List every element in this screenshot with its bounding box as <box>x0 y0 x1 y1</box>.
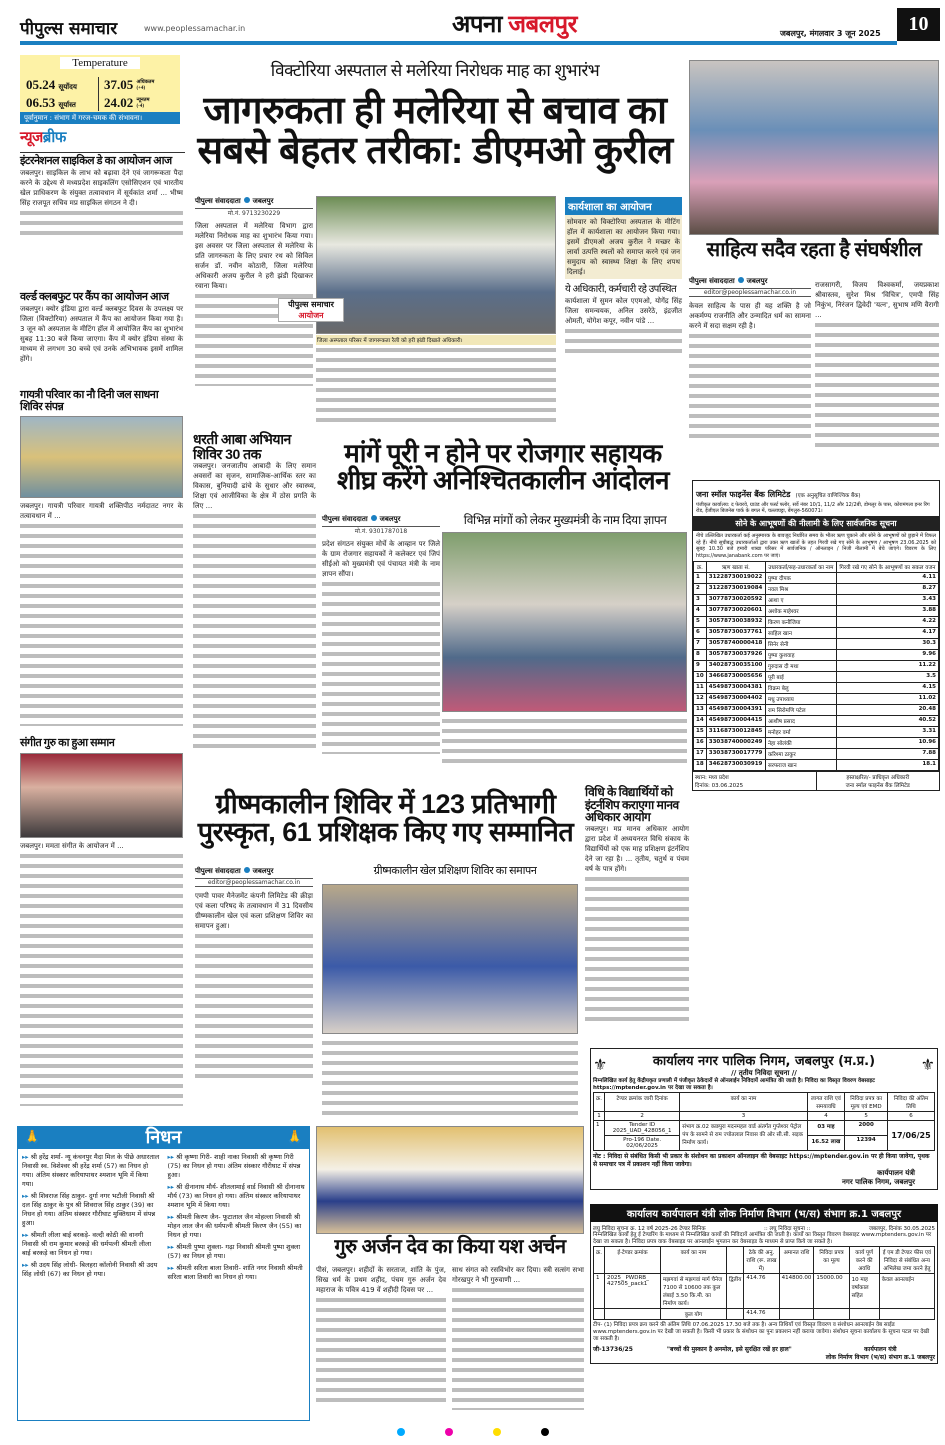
table-row: 3 30778730020592 आशा ए 3.43 <box>694 595 939 606</box>
emblem-icon: ⚜ <box>593 1055 608 1074</box>
max-temp: 37.05 अधिकतम (+4) <box>104 77 155 92</box>
table-row: 9 34028730035100 गुरुदास दी मथा 11.22 <box>694 661 939 672</box>
bullet-icon: ▸▸ <box>22 1231 31 1239</box>
water-sadhna-photo <box>20 416 183 498</box>
shivir-subhead: ग्रीष्मकालीन खेल प्रशिक्षण शिविर का समापन <box>373 865 537 877</box>
issue-date: जबलपुर, मंगलवार 3 जून 2025 <box>780 29 881 38</box>
news-brief-title: न्यूजब्रीफ <box>20 129 66 146</box>
table-row: 16 33038740000249 नेहा सोलंकी 10.96 <box>694 738 939 749</box>
table-row: 15 31168730012845 मनोहर वर्मा 3.31 <box>694 727 939 738</box>
kavya-goshthi-photo <box>689 60 939 235</box>
table-row: 11 45498730004381 विक्रम बेलु 4.15 <box>694 683 939 694</box>
obituary-item: ▸▸ श्री शिवराज सिंह ठाकुर- दुर्गा नगर भटौली निवासी श्री दल सिंह ठाकुर के पुत्र श्री शिवराज सिंह ठाकुर (39) का निधन हो गया। अंतिम संस्कार गौरीघाट मुक्तिधाम में संपन्न हुआ। <box>22 1192 156 1227</box>
site-url[interactable]: www.peoplessamachar.in <box>144 24 246 33</box>
summer-camp-photo <box>322 884 578 1034</box>
lead-byline: पीपुल्स संवाददाता जबलपुर मो.नं. 9713230229 जिला अस्पताल में मलेरिया विभाग द्वारा मलेरिया निरोधक माह का शुभारंभ किया गया। इस अवसर पर जिला अस्पताल से मलेरिया के प्रति जागरुकता के लिए प्रचार रथ को सिविल सर्जन डॉ. नवीन कोठारी, जिला मलेरिया अधिकारी अजय कुरील ने हरी झंडी दिखाकर रवाना किया। <box>195 197 313 386</box>
obituary-box: 🙏 निधन 🙏 ▸▸ श्री हरेंद्र शर्मा- न्यू कंचनपुर मैदा मिल के पीछे अधारताल निवासी स्व. विशेश्वर श्री हरेंद्र शर्मा (57) का निधन हो गया। अंतिम संस्कार करियापाथर श्मशान भूमि में किया गया। ▸▸ श्री शिवराज सिंह ठाकुर- दुर्गा नगर भटौली निवासी श्री दल सिंह ठाकुर के पुत्र श्री शिवराज सिंह ठाकुर (39) का निधन हो गया। अंतिम संस्कार गौरीघाट मुक्तिधाम में संपन्न हुआ। ▸▸ श्रीमती लीला बाई बरकड़े- वल्दी कोठी की वानगी निवासी श्री राम कुमार बरकड़े की धर्मपत्नी श्रीमती लीला बाई बरकड़े का निधन हो गया। ▸▸ श्री उदय सिंह लोधी- बिलहरा कॉलोनी निवासी श्री उदय सिंह लोधी (67) का निधन हो गया। ▸▸ श्री कृष्णा गिरी- शाही नाका निवासी श्री कृष्णा गिरी (75) का निधन हो गया। अंतिम संस्कार गौरीघाट में संपन्न हुआ। ▸▸ श्री दीनानाथ मौर्य- शीतलामाई वार्ड निवासी श्री दीनानाथ मौर्य (73) का निधन हो गया। अंतिम संस्कार करियापाथर श्मशान भूमि में किया गया। ▸▸ श्रीमती किरण जैन- फूटाताल जैन मोहल्ला निवासी श्री मोहन लाल जैन की धर्मपत्नी श्रीमती किरण जैन (55) का निधन हो गया। ▸▸ श्रीमती पुष्पा शुक्ला- गढ़ा निवासी श्रीमती पुष्पा शुक्ला (57) का निधन हो गया। ▸▸ श्रीमती सरिता बाला तिवारी- शांति नगर निवासी श्रीमती सरिता बाला तिवारी का निधन हो गया। <box>17 1126 310 1421</box>
page-number: 10 <box>897 8 940 41</box>
bank-auction-notice: जना स्मॉल फाइनेंस बैंक लिमिटेड (एक अनुसूचित वाणिज्यिक बैंक) पंजीकृत कार्यालय: द फेयरवे, ग्राउंड और फर्स्ट फ्लोर, सर्वे नंबर 10/1, 11/2 और 12/2बी, डोमलूर के पास, कोरामंगला इनर रिंग रोड, ईजीएल बिजनेस पार्क के बगल में, चल्लाघट्टा, बेंगलुरु-560071। सोने के आभूषणों की नीलामी के लिए सार्वजनिक सूचना नीचे उल्लिखित उधारकर्ता कई अनुस्मारक के बावजूद निर्धारित समय के भीतर ऋण चुकाने और सोने के आभूषणों को छुड़ाने में विफल रहे हैं। नीचे सूचीबद्ध उधारकर्ताओं द्वारा उक्त ऋण खातों के तहत गिरवी रखे गए सोने के आभूषण / आभूषण 23.06.2025 को सुबह 10.30 बजे हमारी शाखा परिसर में सार्वजनिक / ऑनलाइन / निजी नीलामी में बेचे जाएंगे। विवरण के लिए https://www.janabank.com पर जाएं। क्र. ऋण खाता सं. उधारकर्ता/सह-उधारकर्ता का नाम गिरवी रखे गए सोने के आभूषणों का सकल वजन 1 31228730019022 पुष्पा दीपक 4.11 2 31228730019084 नवल मिश्र 8.27 3 30778730020592 आशा ए 3.43 4 30778730020601 अशोक माहेश्वर 3.88 5 30578730038932 किरण कनौजिया 4.22 6 30578730037761 साहिल खान 4.17 7 30578740000418 सिनेर सेनी 30.3 8 30578730037926 पुष्पा कुशवाह 9.96 9 34028730035100 गुरुदास दी मथा 11.22 10 34668730005656 पूरी बाई 3.5 11 45498730004381 विक्रम बेलु 4.15 12 45498730004402 मधु उपाध्याय 11.02 13 45498730004391 राम सिरोमणि पटेल 20.48 14 45498730004415 आशीष प्रसाद 40.52 15 31168730012845 मनोहर वर्मा 3.31 16 33038740000249 नेहा सोलंकी 10.96 17 33038730017779 करिश्मा ठाकुर 7.88 18 34628730030919 सरफराज खान 18.1 स्थान: मध्य प्रदेश दिनांक: 03.06.2025 हस्ताक्षरित/- प्राधिकृत अधिकारी जना स्मॉल फाइनेंस बैंक लिमिटेड <box>692 480 940 791</box>
header-rule <box>20 41 897 45</box>
bullet-icon: ▸▸ <box>167 1183 177 1191</box>
table-row: 1 31228730019022 पुष्पा दीपक 4.11 <box>694 573 939 584</box>
lead-kicker: विक्टोरिया अस्पताल से मलेरिया निरोधक माह का शुभारंभ <box>270 61 600 80</box>
nagar-nigam-tender: ⚜ कार्यालय नगर पालिक निगम, जबलपुर (म.प्र.) // तृतीय निविदा सूचना // ⚜ निम्नलिखित कार्य हेतु केंद्रीयकृत प्रणाली में पंजीकृत ठेकेदारों से ऑनलाईन निविदायें आमंत्रित की जाती है। निविदा का विस्तृत विवरण वेबसाइट https://mptender.gov.in पर देखा जा सकता है। क्र. टेण्डर क्रमांक जारी दिनांक कार्य का नाम लागत राशि एवं समयावधि निविदा प्रपत्र का मूल्य एवं EMD निविदा की अंतिम तिथि 1 2 3 4 5 6 1 Tender ID 2025_UAD_428056_1 संभाग क्र.02 कछपुरा मदनमहल वार्ड अंतर्गत गुप्तेश्वर पेट्रोल पंप के सामने से राम ज्योतलाल निवास की ओर सी.सी. सड़क निर्माण कार्य। 03 माह 2000 17/06/25 Pro-196 Date. 02/06/2025 16.52 लाख 12394 नोट : निविदा से संबंधित किसी भी प्रकार के संशोधन का प्रकाशन ऑनलाइन की वेबसाइट https://mptender.gov.in पर ही किया जावेगा, पृथक से समाचार पत्र में प्रकाशन नहीं किया जावेगा। कार्यपालन यंत्री नगर पालिक निगम, जबलपुर <box>590 1048 938 1190</box>
karyashala-box: कार्यशाला का आयोजन सोमवार को विक्टोरिया अस्पताल के मीटिंग हॉल में कार्यशाला का आयोजन किया गया। इसमें डीएमओ अजय कुरील ने मच्छर के लार्वा उत्पत्ति स्थलों को समाप्त करने एवं जन समुदाय को स्वास्थ्य शिक्षा के लिए शपथ दिलाई। ये अधिकारी, कर्मचारी रहे उपस्थित कार्यशाला में सुमन कोल एएमओ, योगेंद्र सिंह जिला समन्वयक, अनिल उसरेठे, इंद्रजीत ओमती, योगेश कपूर, नवीन पांडे ... <box>565 197 682 356</box>
obituary-item: ▸▸ श्री दीनानाथ मौर्य- शीतलामाई वार्ड निवासी श्री दीनानाथ मौर्य (73) का निधन हो गया। अंतिम संस्कार करियापाथर श्मशान भूमि में किया गया। <box>167 1183 305 1209</box>
table-row: 14 45498730004415 आशीष प्रसाद 40.52 <box>694 716 939 727</box>
malaria-rally-photo <box>316 196 556 334</box>
memorandum-photo <box>442 532 687 712</box>
print-color-bar <box>0 1428 945 1438</box>
brief-item: गायत्री परिवार का नौ दिनी जल साधना शिविर संपन्न जबलपुर। गायत्री परिवार गायत्री शक्तिपीठ नर्मदातट नगर के तत्वावधान में ... <box>20 390 183 726</box>
obituary-item: ▸▸ श्रीमती सरिता बाला तिवारी- शांति नगर निवासी श्रीमती सरिता बाला तिवारी का निधन हो गया। <box>167 1264 303 1281</box>
temperature-box <box>20 55 180 123</box>
brief-item: इंटरनेशनल साइकिल डे का आयोजन आज जबलपुर। साइकिल के लाभ को बढ़ावा देने एवं जागरूकता पैदा करने के उद्देश्य से मध्यप्रदेश साइकलिंग एसोसिएशन एवं भारतीय खेल प्राधिकरण के संयुक्त तत्वावधान में सूर्यकांत शर्मा ... भीष्म सिंह राजपूत सचिव मप्र साइकिल संगठन ने दी। <box>20 156 183 238</box>
guru-col1: पीसं, जबलपुर। शहीदों के सरताज, शांति के पुंज, सिख धर्म के प्रथम शहीद, पंचम गुरु अर्जन देव महाराज के पवित्र 419 वें शहीदी दिवस पर ... <box>316 1265 446 1405</box>
bullet-icon: ▸▸ <box>167 1243 177 1251</box>
bullet-icon: ▸▸ <box>167 1153 177 1161</box>
lead-body-cols <box>316 345 556 425</box>
bullet-icon: ▸▸ <box>167 1264 177 1272</box>
shivir-headline: ग्रीष्मकालीन शिविर में 123 प्रतिभागी पुरस्कृत, 61 प्रशिक्षक किए गए सम्मानित <box>197 789 574 848</box>
lead-headline: जागरुकता ही मलेरिया से बचाव का सबसे बेहतर तरीका: डीएमओ कुरील <box>197 90 673 172</box>
pwd-tender: कार्यालय कार्यपालन यंत्री लोक निर्माण विभाग (भ/स) संभाग क्र.1 जबलपुर लघु निविदा सूचना क्र. 12 वर्ष 2025-26 टेण्डर सिनिक :: लघु निविदा सूचना :: जबलपुर, दिनांक 30.05.2025 निम्नलिखित कार्यों हेतु ई टेण्डरिंग के माध्यम से निम्नलिखित कार्यों की निविदायें आमंत्रित की जाती है। कार्यों का विस्तृत विवरण वेबसाइट www.mptenders.gov.in पर देखा जा सकता है। निविदा प्रपत्र वाक वेबसाइड पर आनलाईन भुगतान कर वेबसाइड के माध्यम से प्राप्त किये जा सकते है। क्र. ई-टेण्डर क्रमांक कार्य का नाम ठेके की अनु. राशि (रू. लाख में) अमानत राशि निविदा प्रपत्र का मूल्य कार्य पूर्ण करने की अवधि ई एम डी टेण्डर फीस एवं निविदा से संबंधित अन्य अभिलेख जमा करने हेतु 1 2025_ PWDRB_ 427505_pack1 मझगवां से मझगवां मार्ग चैनेज 7100 से 10600 तक कुल लंबाई 3.50 कि.मी. का निर्माण कार्य। द्वितीय 414.76 414800.00 15000.00 10 माह वर्षाकाल सहित केवल आनलाईन कुल योग 414.76 टीप- (1) निविदा प्रपत्र क्रय करने की अंतिम तिथि 07.06.2025 17.30 बजे तक है। अन्य तिथियाँ एवं विस्तृत विवरण व संशोधन आनलाईन वेब साईड www.mptenders.gov.in पर देखी जा सकती है। किसी भी प्रकार के संशोधन का पुनः प्रकाशन नहीं कराया जावेगा। संशोधन सूचना कार्यालय के सूचना पटल पर देखी जा सकती है। जी-13736/25 "बच्चों की मुस्कान है अनमोल, इसे सुरक्षित रखें हर हाल" कार्यपालन यंत्री लोक निर्माण विभाग (भ/स) संभाग क्र.1 जबलपुर <box>590 1204 938 1364</box>
min-temp: 24.02 न्यूनतम (-4) <box>104 95 150 110</box>
obituary-item: ▸▸ श्रीमती लीला बाई बरकड़े- वल्दी कोठी की वानगी निवासी श्री राम कुमार बरकड़े की धर्मपत्नी श्रीमती लीला बाई बरकड़े का निधन हो गया। <box>22 1231 152 1257</box>
table-row: 7 30578740000418 सिनेर सेनी 30.3 <box>694 639 939 650</box>
table-row: 2 31228730019084 नवल मिश्र 8.27 <box>694 584 939 595</box>
rojgar-body-cols <box>442 716 687 764</box>
vidhi-article: विधि के विद्यार्थियों को इंटर्नशिप कराएगा मानव अधिकार आयोग जबलपुर। मप्र मानव अधिकार आयोग द्वारा प्रदेश में अध्ययनरत विधि संकाय के विद्यार्थियों को एक माह प्रशिक्षण इंटर्नशिप देने जा रहा है। ... तृतीय, चतुर्थ व पंचम वर्ष के पात्र होंगे। <box>585 786 689 1024</box>
shivir-byline: पीपुल्स संवाददाता जबलपुर editor@peoplessamachar.co.in एमपी पावर मैनेजमेंट कंपनी लिमिटेड की क्रीड़ा एवं कला परिषद के तत्वावधान में 31 दिवसीय ग्रीष्मकालीन खेल एवं कला प्रशिक्षण शिविर का समापन हुआ। <box>195 867 313 1081</box>
guru-arjan-photo <box>316 1126 584 1234</box>
music-guru-photo <box>20 753 183 838</box>
rojgar-subhead: विभिन्न मांगों को लेकर मुख्यमंत्री के नाम दिया ज्ञापन <box>463 513 667 527</box>
table-row: 8 30578730037926 पुष्पा कुशवाह 9.96 <box>694 650 939 661</box>
table-row: 13 45498730004391 राम सिरोमणि पटेल 20.48 <box>694 705 939 716</box>
table-row: 10 34668730005656 पूरी बाई 3.5 <box>694 672 939 683</box>
shivir-body-cols <box>322 1038 578 1118</box>
dharti-aba-article: धरती आबा अभियान शिविर 30 तक जबलपुर। जनजातीय आबादी के लिए समान अवसरों का सृजन, सामाजिक-आर्थिक स्तर का विकास, बुनियादी ढांचे के सुधार और स्वास्थ्य, शिक्षा एवं आजीविका के क्षेत्र में ठोस प्रगति के लिए ... <box>193 432 316 751</box>
table-row: 17 33038730017779 करिश्मा ठाकुर 7.88 <box>694 749 939 760</box>
sahitya-col2: राजसागरी, विजय विश्वकर्मा, जयप्रकाश श्रीवास्तव, सुरेश मिश्र 'विचित्र', एमपी सिंह निकुंभ, निरंजन द्विवेदी 'यत्न', सुभाष मणि वैरागी ... <box>815 280 939 450</box>
obituary-item: ▸▸ श्रीमती किरण जैन- फूटाताल जैन मोहल्ला निवासी श्री मोहन लाल जैन की धर्मपत्नी श्रीमती किरण जैन (55) का निधन हो गया। <box>167 1213 302 1239</box>
rojgar-headline: मांगें पूरी न होने पर रोजगार सहायक शीघ्र करेंगे अनिश्चितकालीन आंदोलन <box>337 438 669 496</box>
table-row: 6 30578730037761 साहिल खान 4.17 <box>694 628 939 639</box>
table-row: 4 30778730020601 अशोक माहेश्वर 3.88 <box>694 606 939 617</box>
masthead <box>20 8 940 46</box>
table-row: 5 30578730038932 किरण कनौजिया 4.22 <box>694 617 939 628</box>
bullet-icon: ▸▸ <box>167 1213 177 1221</box>
obituary-item: ▸▸ श्रीमती पुष्पा शुक्ला- गढ़ा निवासी श्रीमती पुष्पा शुक्ला (57) का निधन हो गया। <box>167 1243 301 1260</box>
photo-caption: जिला अस्पताल परिसर में जागरूकता रैली को हरी झंडी दिखाते अधिकारी। <box>316 335 556 345</box>
logo: पीपुल्स समाचार <box>20 19 118 39</box>
sunrise-time: 05.24 सूर्योदय <box>26 77 77 92</box>
brief-item: वर्ल्ड क्लबफुट पर कैंप का आयोजन आज जबलपुर। क्योर इंडिया द्वारा वर्ल्ड क्लबफुट दिवस के उपलक्ष्य पर जिला (विक्टोरिया) अस्पताल में कैंप का आयोजन किया गया है। 3 जून को अस्पताल के मीटिंग हॉल में आयोजित कैंप का शुभारंभ सुबह 11:30 बजे किया जाएगा। कैंप में क्योर इंडिया संस्था के माध्यम से लगभग 30 बच्चे एवं उनके अभिभावक इसमें शामिल होंगे। <box>20 291 183 363</box>
section-title: अपना जबलपुर <box>452 11 577 38</box>
folded-hands-icon: 🙏 <box>286 1130 303 1145</box>
forecast: पूर्वानुमान : संभाग में गरज-चमक की संभावना। <box>20 112 180 124</box>
emblem-icon: ⚜ <box>920 1055 935 1074</box>
table-row: 18 34628730030919 सरफराज खान 18.1 <box>694 760 939 771</box>
aayojan-badge: पीपुल्स समाचार आयोजन <box>278 298 344 322</box>
bullet-icon: ▸▸ <box>22 1261 31 1269</box>
obituary-item: ▸▸ श्री कृष्णा गिरी- शाही नाका निवासी श्री कृष्णा गिरी (75) का निधन हो गया। अंतिम संस्कार गौरीघाट में संपन्न हुआ। <box>167 1153 301 1179</box>
folded-hands-icon: 🙏 <box>24 1130 41 1145</box>
guru-col2: साध संगत को रसविभोर कर दिया। स्त्री सत्संग सभा गोरखपुर ने भी गुरुवाणी ... <box>452 1265 584 1410</box>
guru-headline: गुरु अर्जन देव का किया यश अर्चन <box>334 1236 566 1258</box>
brief-item: संगीत गुरु का हुआ सम्मान जबलपुर। ममता संगीत के आयोजन में ... <box>20 738 183 1106</box>
rojgar-byline: पीपुल्स संवाददाता जबलपुर मो.नं. 9301787018 प्रदेश संगठन संयुक्त मोर्चे के आव्हान पर जिले के ग्राम रोजगार सहायकों ने कलेक्टर एवं जिपं सीईओ को मुख्यमंत्री एवं पंचायत मंत्री के नाम ज्ञापन सौंपा। <box>322 515 440 754</box>
bullet-icon: ▸▸ <box>22 1153 31 1161</box>
sahitya-headline: साहित्य सदैव रहता है संघर्षशील <box>706 239 922 261</box>
bullet-icon: ▸▸ <box>22 1192 31 1200</box>
temperature-title: Temperature <box>60 57 140 69</box>
obituary-item: ▸▸ श्री हरेंद्र शर्मा- न्यू कंचनपुर मैदा मिल के पीछे अधारताल निवासी स्व. विशेश्वर श्री हरेंद्र शर्मा (57) का निधन हो गया। अंतिम संस्कार करियापाथर श्मशान भूमि में किया गया। <box>22 1153 160 1188</box>
bank-table: क्र. ऋण खाता सं. उधारकर्ता/सह-उधारकर्ता का नाम गिरवी रखे गए सोने के आभूषणों का सकल वजन 1 31228730019022 पुष्पा दीपक 4.11 2 31228730019084 नवल मिश्र 8.27 3 30778730020592 आशा ए 3.43 4 30778730020601 अशोक माहेश्वर 3.88 5 30578730038932 किरण कनौजिया 4.22 6 30578730037761 साहिल खान 4.17 7 30578740000418 सिनेर सेनी 30.3 8 30578730037926 पुष्पा कुशवाह 9.96 9 34028730035100 गुरुदास दी मथा 11.22 10 34668730005656 पूरी बाई 3.5 11 45498730004381 विक्रम बेलु 4.15 12 45498730004402 मधु उपाध्याय 11.02 13 45498730004391 राम सिरोमणि पटेल 20.48 14 45498730004415 आशीष प्रसाद 40.52 15 31168730012845 मनोहर वर्मा 3.31 16 33038740000249 नेहा सोलंकी 10.96 17 33038730017779 करिश्मा ठाकुर 7.88 18 34628730030919 सरफराज खान 18.1 <box>693 561 939 771</box>
obituary-item: ▸▸ श्री उदय सिंह लोधी- बिलहरा कॉलोनी निवासी श्री उदय सिंह लोधी (67) का निधन हो गया। <box>22 1261 158 1278</box>
sunset-time: 06.53 सूर्यास्त <box>26 95 76 110</box>
table-row: 12 45498730004402 मधु उपाध्याय 11.02 <box>694 694 939 705</box>
sahitya-byline: पीपुल्स संवाददाता जबलपुर editor@peoplessamachar.co.in केवल साहित्य के पास ही यह शक्ति है जो अकर्मण्य राजनीति और उन्मादित धर्म का सामना करने में सदा सक्षम रही है। <box>689 277 811 441</box>
